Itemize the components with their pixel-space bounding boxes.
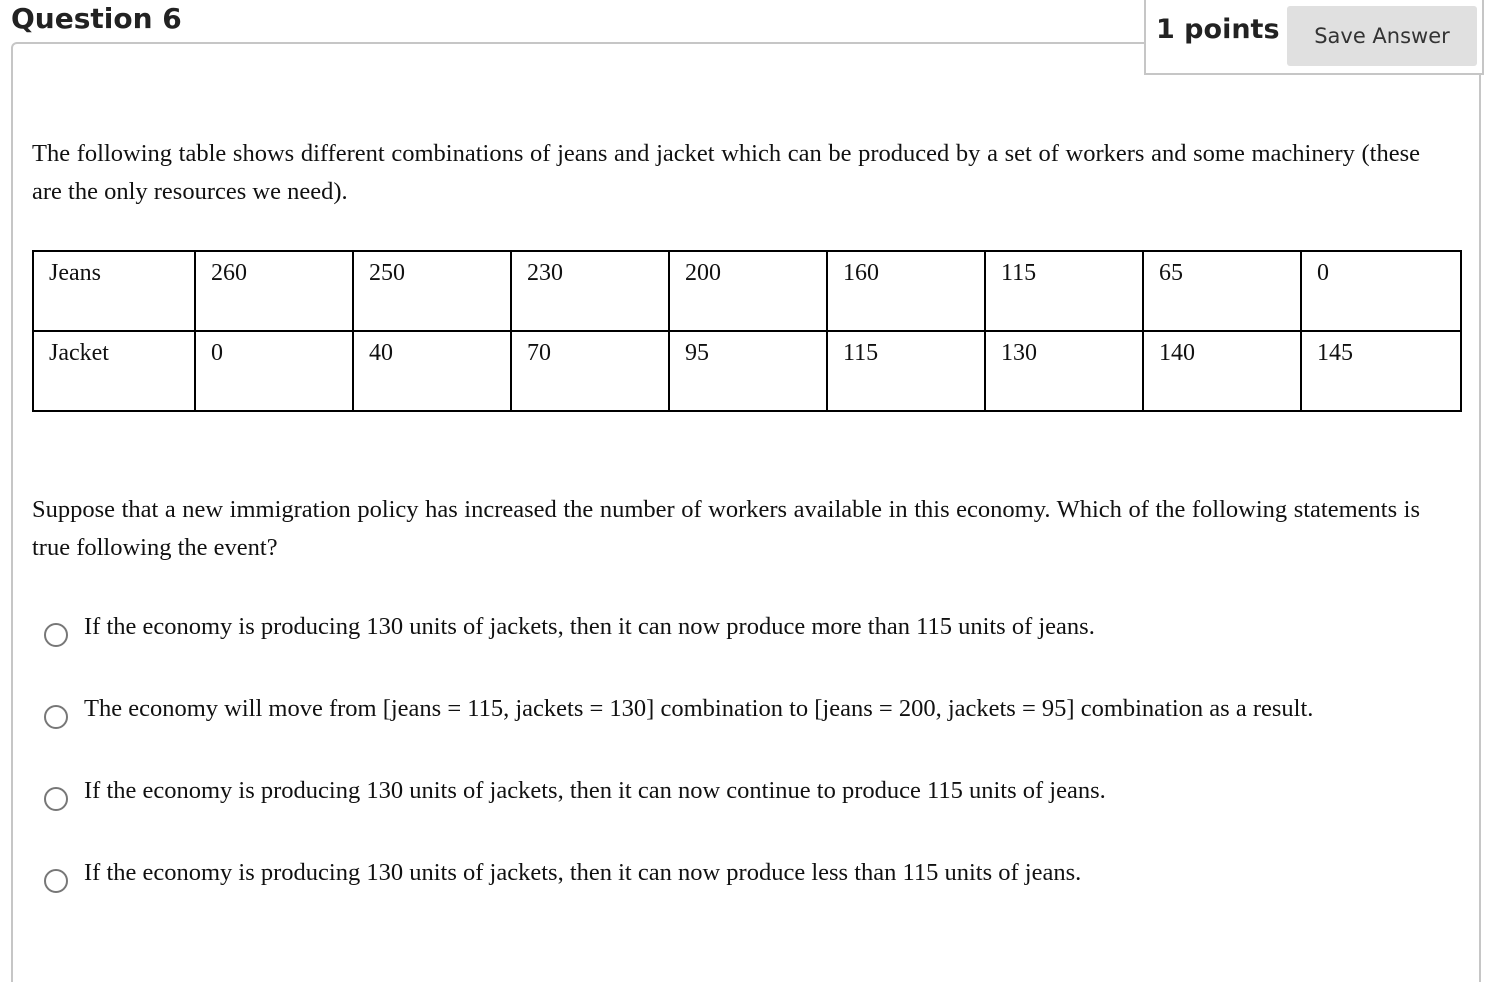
question-intro: The following table shows different combinations of jeans and jacket which can be produced by a set of workers and some machinery (these are the only resources we need). [32,140,1420,205]
table-cell: 130 [985,331,1143,411]
table-cell: 145 [1301,331,1461,411]
question-prompt: Suppose that a new immigration policy has increased the number of workers available in this economy. Which of the following statements is true following the event? [32,496,1420,561]
table-cell: 250 [353,251,511,331]
table-cell: 115 [827,331,985,411]
table-cell: 0 [195,331,353,411]
answer-option-label: If the economy is producing 130 units of jackets, then it can now produce less than 115 units of jeans. [84,859,1082,886]
answer-option-label: The economy will move from [jeans = 115, jackets = 130] combination to [jeans = 200, jackets = 95] combination as a result. [84,695,1314,722]
table-row-jacket [33,331,1461,411]
answer-option-2[interactable] [42,692,1462,732]
question-title: Question 6 [11,2,182,35]
table-cell: 200 [669,251,827,331]
points-panel [1144,0,1484,75]
save-answer-button[interactable]: Save Answer [1287,6,1477,66]
radio-button[interactable] [44,869,68,893]
answer-option-label: If the economy is producing 130 units of jackets, then it can now continue to produce 115 units of jeans. [84,777,1106,804]
table-cell: 160 [827,251,985,331]
answer-option-3[interactable] [42,774,1462,814]
production-table [32,250,1462,412]
table-cell: 65 [1143,251,1301,331]
radio-button[interactable] [44,787,68,811]
radio-button[interactable] [44,623,68,647]
row-label-jeans: Jeans [33,251,195,331]
answer-option-4[interactable] [42,856,1462,896]
table-cell: 260 [195,251,353,331]
table-cell: 0 [1301,251,1461,331]
answer-option-label: If the economy is producing 130 units of jackets, then it can now produce more than 115 units of jeans. [84,613,1095,640]
points-label: 1 points [1156,14,1280,45]
answer-option-1[interactable] [42,610,1462,650]
radio-button[interactable] [44,705,68,729]
row-label-jacket: Jacket [33,331,195,411]
table-cell: 40 [353,331,511,411]
table-cell: 115 [985,251,1143,331]
table-cell: 95 [669,331,827,411]
table-row-jeans [33,251,1461,331]
table-cell: 70 [511,331,669,411]
table-cell: 230 [511,251,669,331]
table-cell: 140 [1143,331,1301,411]
